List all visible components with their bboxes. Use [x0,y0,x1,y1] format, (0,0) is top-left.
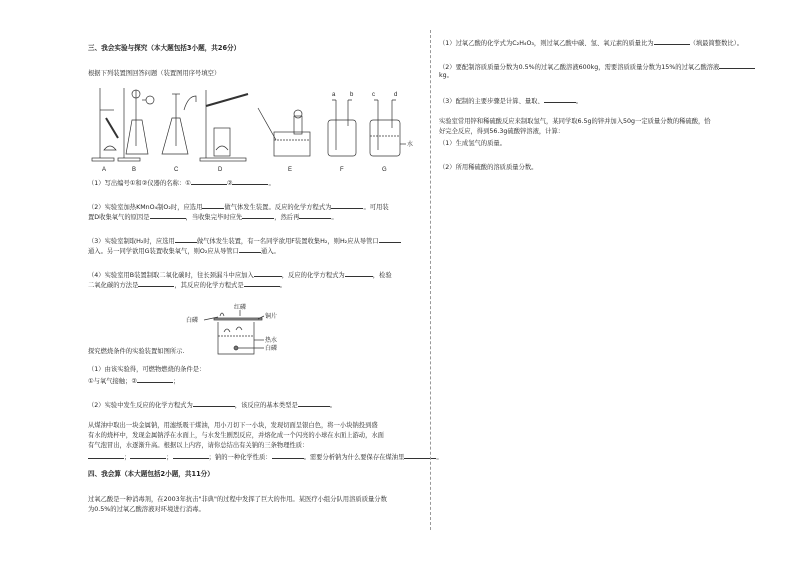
blank[interactable] [191,178,227,185]
column-divider [430,30,431,530]
apparatus-f [328,100,356,156]
label-b: B [132,167,137,173]
blank[interactable] [173,452,209,459]
zinc-s4: （2）所用稀硫酸的溶质质量分数。 [439,164,538,171]
q4-line1: （4）实验室用B装置制取二氧化碳时，往长颈漏斗中应加入 ，反应的化学方程式为 ，检验 [88,272,392,279]
combustion-figure [184,302,284,358]
blank[interactable] [404,452,436,459]
e1-line: （1）由该实验得，可燃物燃烧的条件是： [88,366,206,373]
calc-c1: 过氧乙酸是一种消毒剂，在2003年抗击"非典"的过程中发挥了巨大的作用。某医疗小组分队用溶质质量分数 [88,496,387,503]
blank[interactable] [137,376,173,383]
blank[interactable] [254,270,282,277]
blank[interactable] [242,212,274,219]
section3-title: 三、我会实验与探究（本大题包括3小题，共26分） [88,44,241,52]
section4-title: 四、我会算（本大题包括2小题，共11分） [88,470,214,478]
label-hot-water: 热水 [265,338,278,344]
blank[interactable] [150,212,186,219]
blank[interactable] [654,38,690,45]
blank[interactable] [130,452,166,459]
copper-plate [214,318,262,320]
port-a: a [332,92,336,98]
port-d: d [394,92,398,98]
apparatus-g [370,100,406,156]
blank[interactable] [202,202,224,209]
q4-line2: 二氧化碳的方法是 ，其反应的化学方程式是 。 [88,282,286,289]
blank[interactable] [272,452,304,459]
zinc-s3: （1）生成氢气的质量。 [439,140,506,147]
r3-line: （3）配制的主要步骤是计算、量取、 。 [439,98,583,105]
zinc-s2: 好完全反应，得到56.3g硫酸锌溶液，计算： [439,128,565,135]
label-f: F [340,167,344,173]
blank[interactable] [331,202,363,209]
label-g: G [382,167,387,173]
apparatus-a [92,88,118,161]
q2-line1: （2）实验室加热KMnO₄制O₂时，应选用 做气体发生装置。反应的化学方程式为 。可用装 [88,204,389,211]
q1-line: （1）写出编号①和②仪器的名称：① ② 。 [88,180,275,187]
apparatus-b [118,88,154,161]
apparatus-c [162,94,196,154]
apparatus-figure [88,80,418,175]
label-a: A [102,167,107,173]
zinc-s1: 实验室常用锌和稀硫酸反应来制取氢气，某同学取6.5g的锌并加入50g一定质量分数的稀硫酸，恰 [439,118,711,125]
sodium-p3: 有气泡冒出，水逐渐升高。根据以上内容，请你总结出有关钠的三条物理性质： [88,442,309,449]
q3-line1: （3）实验室制取H₂时，应选用 做气体发生装置，有一名同学欲用F装置收集H₂，则H₂应从导管口 [88,236,401,246]
label-d: D [218,167,223,173]
port-c: c [372,92,375,98]
blank[interactable] [544,96,576,103]
left-column [84,0,443,562]
sodium-p1: 从煤油中取出一块金属钠，用滤纸吸干煤油，用小刀切下一小块，发现切面呈银白色，将一小块钠投到盛 [88,422,378,429]
r1-line: （1）过氧乙酸的化学式为C₂H₄O₃，则过氧乙酸中碳、氢、氧元素的质量比为 （填最简整数比）。 [439,40,744,47]
explore-text: 探究燃烧条件的实验装置如图所示. [88,348,185,355]
blank[interactable] [88,452,124,459]
blank[interactable] [379,236,401,243]
calc-c2: 为0.5%的过氧乙酸溶液对环境进行消毒。 [88,506,205,513]
blank[interactable] [719,62,755,69]
blank[interactable] [298,400,330,407]
blank[interactable] [232,178,268,185]
intro-text: 根据下列装置图回答问题（装置图用序号填空） [88,70,221,77]
sodium-p4: ； ； ；钠的一种化学性质： 。需要分析钠为什么要保存在煤油里 。 [88,452,443,462]
label-white-p-bottom: 白磷 [265,346,278,352]
blank[interactable] [239,246,261,253]
label-copper: 铜片 [265,314,278,320]
blank[interactable] [244,280,280,287]
blank[interactable] [138,280,174,287]
right-column [439,0,769,562]
label-white-p-top: 白磷 [186,318,199,324]
blank[interactable] [345,270,373,277]
apparatus-e [258,108,310,156]
q3-line2: 通入。另一同学欲用G装置收集氧气，则O₂应从导管口 通入。 [88,248,280,255]
e2-line: （2）实验中发生反应的化学方程式为 ，该反应的基本类型是 。 [88,402,337,409]
q2-line2: 置D收集氧气的原因是 ，当收集完毕时应先 ，然后再 。 [88,214,338,221]
blank[interactable] [299,212,331,219]
e1-answer-line: ①与氧气接触；② ； [88,378,180,385]
port-b: b [350,92,354,98]
label-red-phosphorus: 红磷 [234,305,247,311]
r2-line1: （2）要配制溶质质量分数为0.5%的过氧乙酸溶液600kg，需要溶质质量分数为15%的过氧乙酸溶液 [439,62,755,72]
label-c: C [174,167,179,173]
water-label: 水 [407,142,414,148]
blank[interactable] [193,400,235,407]
sodium-p2: 有水的烧杯中，发现金属钠浮在水面上，与水发生剧烈反应，并熔化成一个闪亮的小球在水面上游动，水面 [88,432,384,439]
r2-line2: kg。 [439,72,453,79]
label-e: E [288,167,293,173]
blank[interactable] [175,236,197,243]
apparatus-d [200,90,248,161]
